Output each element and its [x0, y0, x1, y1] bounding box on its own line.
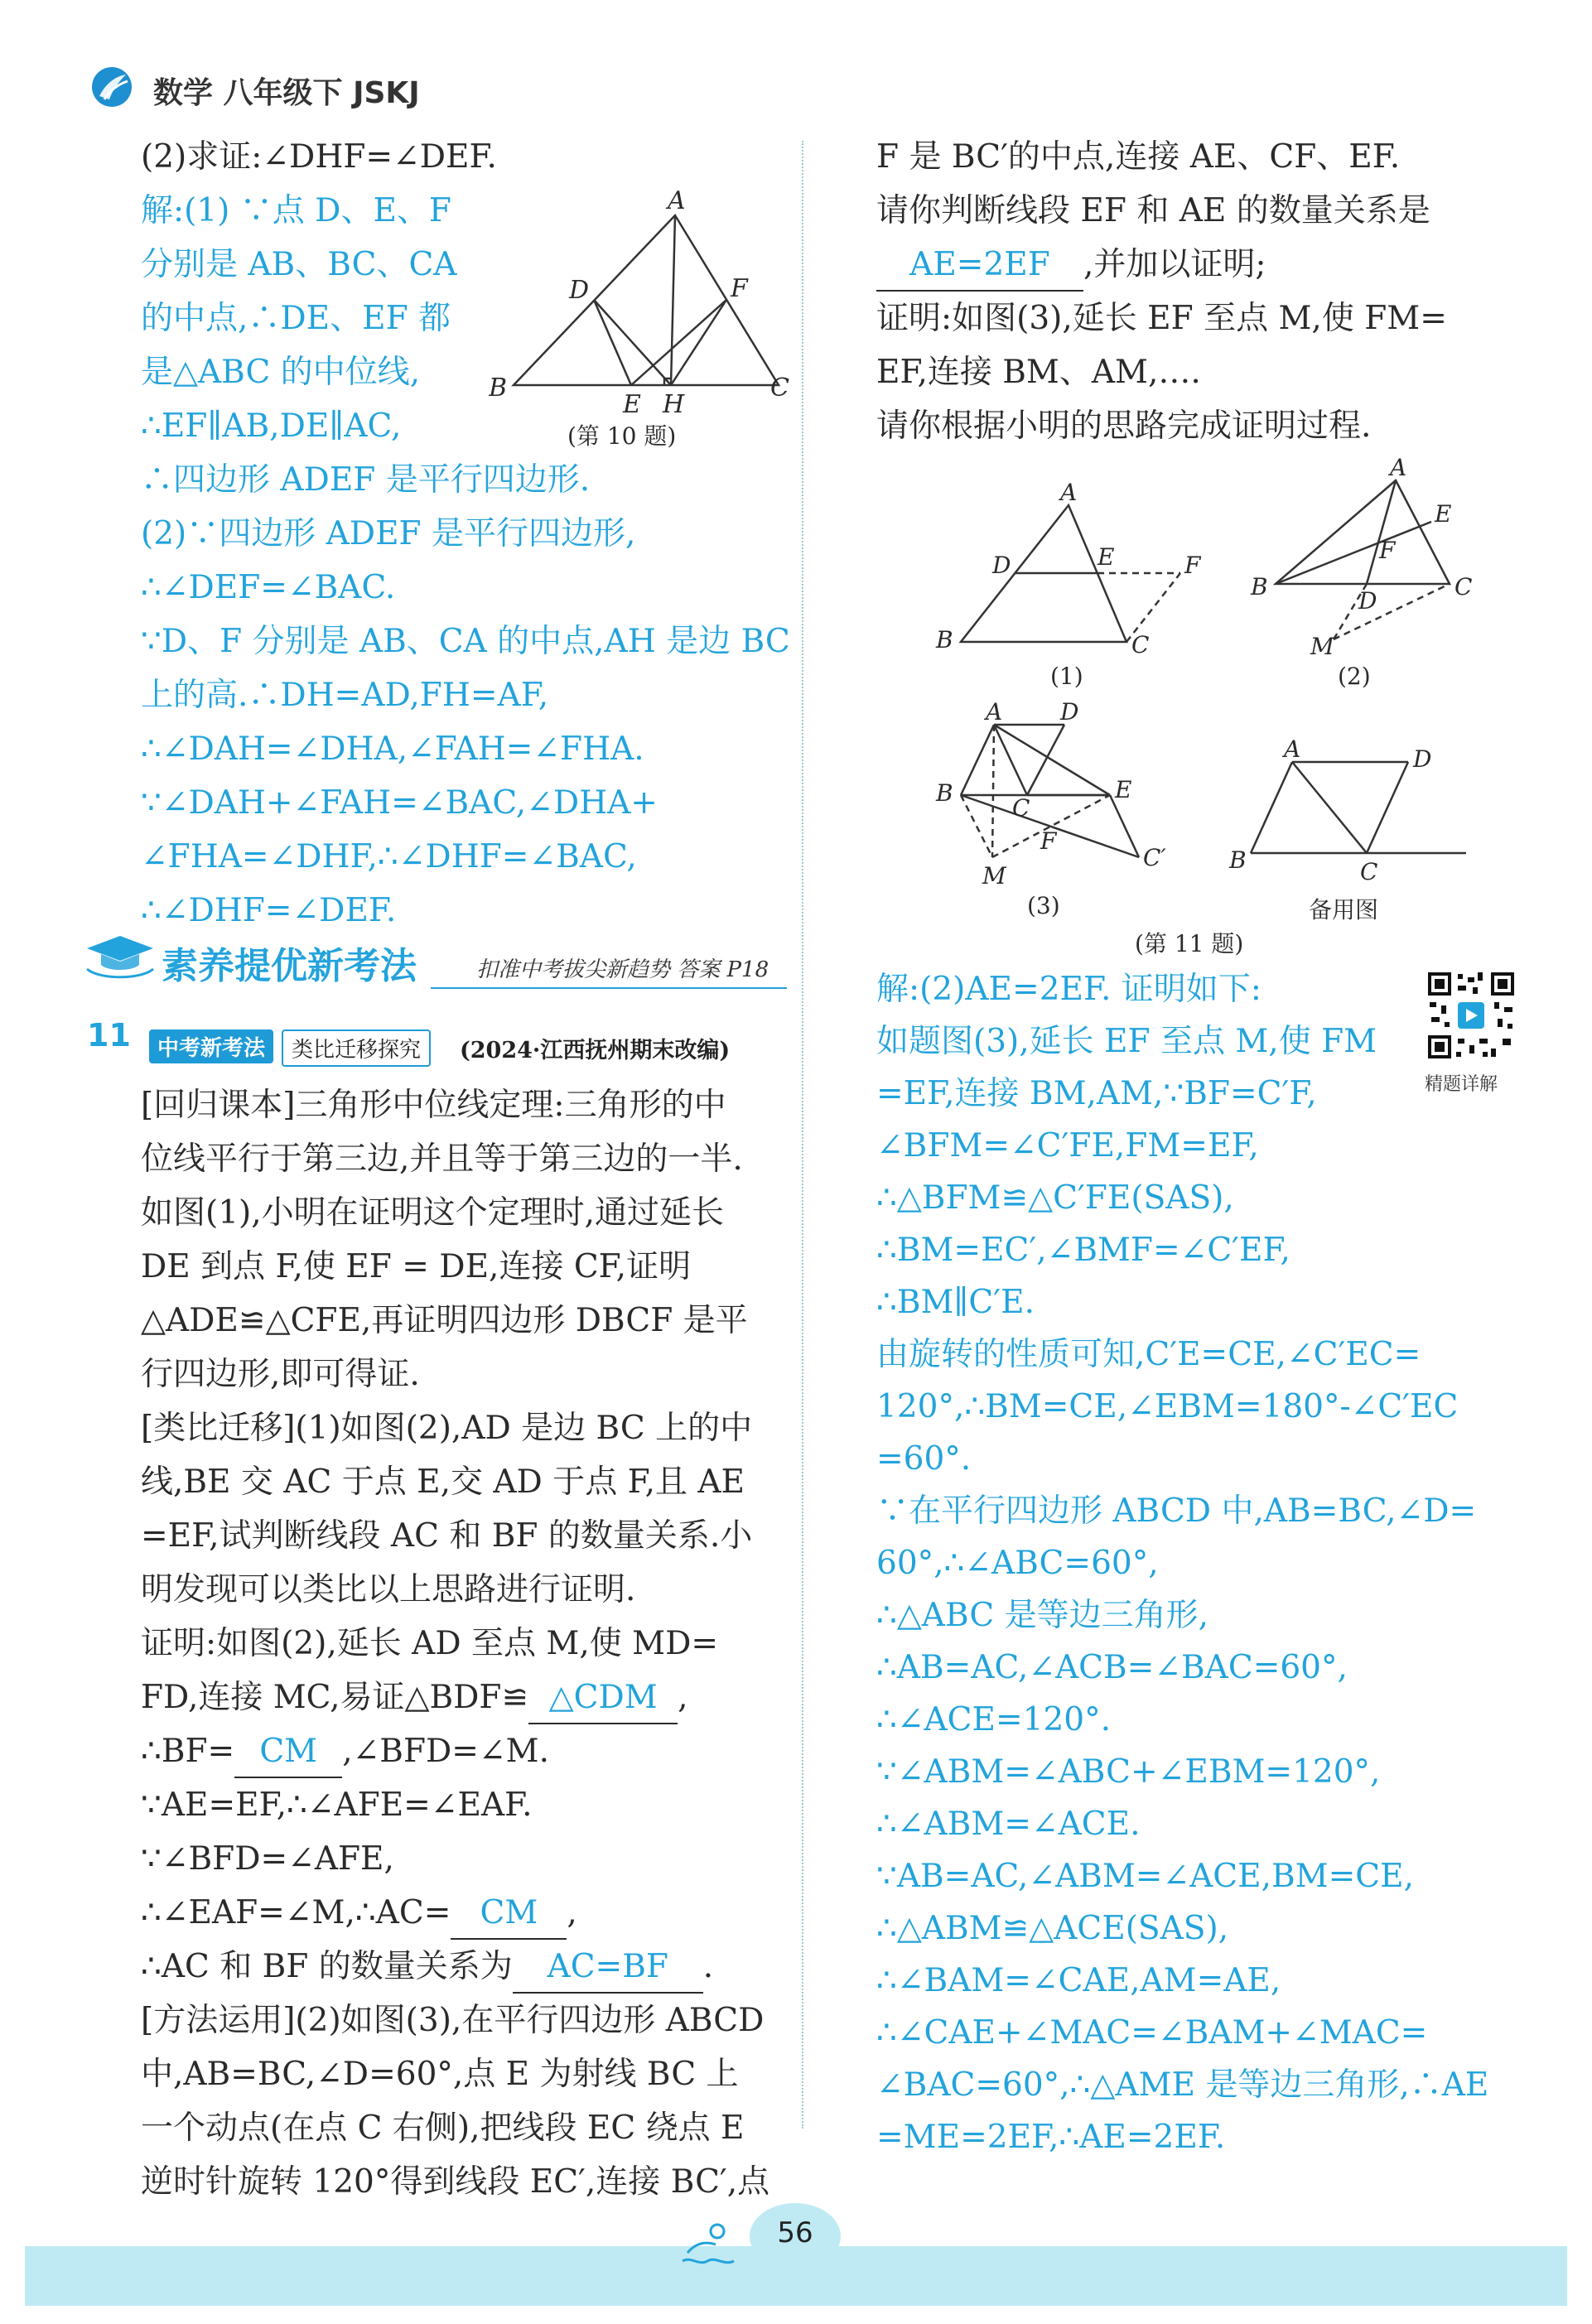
figure-11-1: [928, 480, 1209, 663]
q11-solution-line: 解:(2)AE=2EF. 证明如下:: [876, 971, 1262, 1008]
q11-solution-line: ∴∠ABM=∠ACE.: [876, 1806, 1141, 1843]
q11-solution-line: ∴AB=AC,∠ACB=∠BAC=60°,: [876, 1649, 1348, 1686]
svg-text:B: B: [936, 779, 953, 807]
q11-line: DE 到点 F,使 EF = DE,连接 CF,证明: [141, 1248, 692, 1285]
q11-line: △ADE≌△CFE,再证明四边形 DBCF 是平: [141, 1302, 748, 1339]
figure-11-backup: [1218, 737, 1483, 886]
q11-right-line: 证明:如图(3),延长 EF 至点 M,使 FM=: [876, 300, 1447, 337]
q11-solution-line: ∴△ABM≌△ACE(SAS),: [876, 1910, 1229, 1947]
q11-solution-line: ∠BAC=60°,∴△AME 是等边三角形,∴AE: [876, 2066, 1489, 2104]
q10-part2: (2)求证:∠DHF=∠DEF.: [141, 138, 497, 176]
figure-10-triangle: [489, 190, 795, 414]
svg-text:C: C: [770, 374, 789, 403]
section-title: 素养提优新考法: [162, 945, 417, 987]
qr-code-label: 精题详解: [1425, 1074, 1498, 1095]
q10-solution-line: 分别是 AB、BC、CA: [141, 246, 457, 283]
header-title: 数学 八年级下 JSKJ: [153, 76, 420, 110]
q10-solution-line: 的中点,∴DE、EF 都: [141, 300, 451, 337]
q10-solution-line: (2)∵四边形 ADEF 是平行四边形,: [141, 515, 636, 552]
q11-solution-line: ∴BM∥C′E.: [876, 1284, 1035, 1321]
q11-line: 线,BE 交 AC 于点 E,交 AD 于点 F,且 AE: [141, 1463, 745, 1501]
header-logo-icon: [91, 66, 133, 108]
svg-text:E: E: [623, 390, 641, 414]
svg-text:E: E: [1098, 543, 1115, 571]
svg-text:A: A: [1390, 456, 1407, 481]
q10-solution-line: ∴EF∥AB,DE∥AC,: [141, 407, 402, 445]
q11-line-text: ,∠BFD=∠M.: [342, 1733, 549, 1770]
section-underline: [431, 987, 787, 989]
q11-line: 证明:如图(2),延长 AD 至点 M,使 MD=: [141, 1625, 719, 1662]
q11-line-text: ,并加以证明;: [1083, 246, 1266, 283]
q10-solution-line: ∴∠DHF=∠DEF.: [141, 892, 397, 929]
q11-line: 位线平行于第三边,并且等于第三边的一半.: [141, 1140, 743, 1178]
q11-fill-line: ∴∠EAF=∠M,∴AC= CM ,: [141, 1888, 577, 1940]
svg-text:C: C: [1131, 631, 1150, 658]
svg-text:C: C: [1360, 858, 1378, 885]
q11-line: 一个动点(在点 C 右侧),把线段 EC 绕点 E: [141, 2109, 745, 2147]
svg-text:A: A: [668, 190, 686, 215]
q11-solution-line: 60°,∴∠ABC=60°,: [876, 1545, 1159, 1582]
q11-line-text: ∴BF=: [141, 1733, 235, 1770]
figure-label: (3): [1027, 892, 1060, 919]
q11-line: ∵AE=EF,∴∠AFE=∠EAF.: [141, 1786, 533, 1824]
svg-text:F: F: [1379, 537, 1396, 564]
question-tag: 中考新考法: [149, 1029, 273, 1063]
q11-line: [类比迁移](1)如图(2),AD 是边 BC 上的中: [141, 1410, 753, 1447]
q11-solution-line: =ME=2EF,∴AE=2EF.: [876, 2119, 1226, 2156]
q11-line: [方法运用](2)如图(3),在平行四边形 ABCD: [141, 2002, 765, 2039]
figure-10-caption: (第 10 题): [567, 422, 677, 450]
q11-line: 如图(1),小明在证明这个定理时,通过延长: [141, 1194, 725, 1232]
svg-text:M: M: [982, 862, 1006, 890]
svg-text:H: H: [663, 390, 685, 414]
svg-text:D: D: [1358, 587, 1377, 615]
svg-text:D: D: [569, 276, 590, 305]
q10-solution-line: 解:(1) ∵点 D、E、F: [141, 192, 451, 229]
svg-text:E: E: [1435, 500, 1452, 528]
svg-text:D: D: [992, 552, 1011, 579]
page-number: 56: [777, 2216, 813, 2249]
q10-solution-line: ∵D、F 分别是 AB、CA 的中点,AH 是边 BC: [141, 623, 790, 660]
question-source: (2024·江西抚州期末改编): [460, 1038, 731, 1063]
answer-blank: CM: [451, 1888, 567, 1940]
figure-11-2: [1242, 456, 1491, 663]
q11-solution-line: ∴∠ACE=120°.: [876, 1701, 1111, 1738]
q11-line-text: FD,连接 MC,易证△BDF≌: [141, 1679, 529, 1716]
svg-text:D: D: [1413, 745, 1432, 773]
q11-solution-line: ∵在平行四边形 ABCD 中,AB=BC,∠D=: [876, 1492, 1477, 1530]
answer-blank: AC=BF: [513, 1942, 703, 1994]
q10-solution-line: ∵∠DAH+∠FAH=∠BAC,∠DHA+: [141, 784, 658, 822]
answer-blank: AE=2EF: [876, 240, 1083, 292]
question-number: 11: [87, 1017, 131, 1054]
svg-text:M: M: [1310, 633, 1334, 660]
q11-solution-line: =60°.: [876, 1440, 972, 1478]
svg-text:B: B: [936, 626, 953, 653]
answer-blank: CM: [234, 1727, 342, 1778]
answer-blank: △CDM: [528, 1673, 678, 1724]
svg-text:B: B: [1251, 573, 1268, 600]
svg-text:F: F: [1040, 827, 1057, 855]
q11-right-line: 请你根据小明的思路完成证明过程.: [876, 407, 1372, 445]
figure-label: (1): [1050, 663, 1083, 690]
q11-solution-line: ∵∠ABM=∠ABC+∠EBM=120°,: [876, 1753, 1381, 1791]
q11-solution-line: ∴∠CAE+∠MAC=∠BAM+∠MAC=: [876, 2014, 1428, 2052]
q10-solution-line: ∠FHA=∠DHF,∴∠DHF=∠BAC,: [141, 838, 637, 875]
q11-right-line: 请你判断线段 EF 和 AE 的数量关系是: [876, 192, 1430, 229]
q11-line: 逆时针旋转 120°得到线段 EC′,连接 BC′,点: [141, 2163, 770, 2201]
svg-text:D: D: [1060, 700, 1079, 726]
svg-text:A: A: [1284, 737, 1301, 763]
graduation-cap-icon: [83, 932, 157, 981]
figure-11-caption: (第 11 题): [1135, 930, 1244, 957]
qr-code-icon[interactable]: [1425, 969, 1517, 1062]
figure-11-3: [928, 700, 1184, 890]
q11-fill-line: [876, 240, 1266, 292]
q11-line-text: ∴∠EAF=∠M,∴AC=: [141, 1894, 451, 1931]
figure-label: (2): [1338, 663, 1371, 690]
q11-solution-line: 由旋转的性质可知,C′E=CE,∠C′EC=: [876, 1336, 1421, 1373]
swimmer-icon: [679, 2220, 737, 2269]
q11-solution-line: ∴△ABC 是等边三角形,: [876, 1597, 1208, 1634]
q11-solution-line: ∴BM=EC′,∠BMF=∠C′EF,: [876, 1232, 1290, 1269]
q11-line: 中,AB=BC,∠D=60°,点 E 为射线 BC 上: [141, 2056, 739, 2093]
q11-solution-line: ∵AB=AC,∠ABM=∠ACE,BM=CE,: [876, 1858, 1414, 1895]
q10-solution-line: ∴∠DAH=∠DHA,∠FAH=∠FHA.: [141, 730, 644, 768]
figure-label: 备用图: [1309, 896, 1379, 923]
svg-text:C: C: [1455, 573, 1473, 600]
svg-text:B: B: [1229, 846, 1247, 874]
section-subtitle: 扣准中考拔尖新趋势 答案 P18: [476, 957, 769, 982]
svg-text:F: F: [1184, 552, 1201, 579]
q11-solution-line: 如题图(3),延长 EF 至点 M,使 FM: [876, 1023, 1377, 1060]
column-divider: [802, 141, 803, 2129]
q11-line-text: ∴AC 和 BF 的数量关系为: [141, 1948, 513, 1985]
q11-solution-line: ∴△BFM≌△C′FE(SAS),: [876, 1179, 1234, 1217]
svg-text:A: A: [1060, 480, 1078, 506]
svg-text:C: C: [1012, 794, 1030, 822]
q11-fill-line: ∴AC 和 BF 的数量关系为 AC=BF .: [141, 1942, 713, 1994]
q10-solution-line: ∴四边形 ADEF 是平行四边形.: [141, 461, 591, 499]
svg-text:B: B: [489, 374, 508, 403]
svg-text:C′: C′: [1143, 844, 1166, 871]
q11-fill-line: FD,连接 MC,易证△BDF≌ △CDM ,: [141, 1673, 688, 1724]
q11-solution-line: ∴∠BAM=∠CAE,AM=AE,: [876, 1962, 1281, 1999]
q10-solution-line: 上的高.∴DH=AD,FH=AF,: [141, 677, 549, 714]
q11-line: 行四边形,即可得证.: [141, 1356, 420, 1393]
q11-solution-line: 120°,∴BM=CE,∠EBM=180°-∠C′EC: [876, 1388, 1459, 1425]
q11-right-line: EF,连接 BM、AM,….: [876, 354, 1201, 391]
q11-line: =EF,试判断线段 AC 和 BF 的数量关系.小: [141, 1517, 753, 1555]
svg-text:A: A: [986, 700, 1003, 726]
q11-line: 明发现可以类比以上思路进行证明.: [141, 1571, 636, 1608]
svg-text:E: E: [1115, 776, 1132, 803]
question-type: 类比迁移探究: [282, 1029, 431, 1067]
q11-line: ∵∠BFD=∠AFE,: [141, 1840, 394, 1878]
q11-right-line: F 是 BC′的中点,连接 AE、CF、EF.: [876, 138, 1401, 176]
q11-fill-line: [141, 1727, 549, 1778]
q11-line: [回归课本]三角形中位线定理:三角形的中: [141, 1087, 726, 1124]
q10-solution-line: ∴∠DEF=∠BAC.: [141, 569, 396, 606]
q11-solution-line: =EF,连接 BM,AM,∵BF=C′F,: [876, 1075, 1317, 1112]
q10-solution-line: 是△ABC 的中位线,: [141, 354, 421, 391]
q11-solution-line: ∠BFM=∠C′FE,FM=EF,: [876, 1127, 1259, 1164]
svg-text:F: F: [731, 274, 748, 303]
